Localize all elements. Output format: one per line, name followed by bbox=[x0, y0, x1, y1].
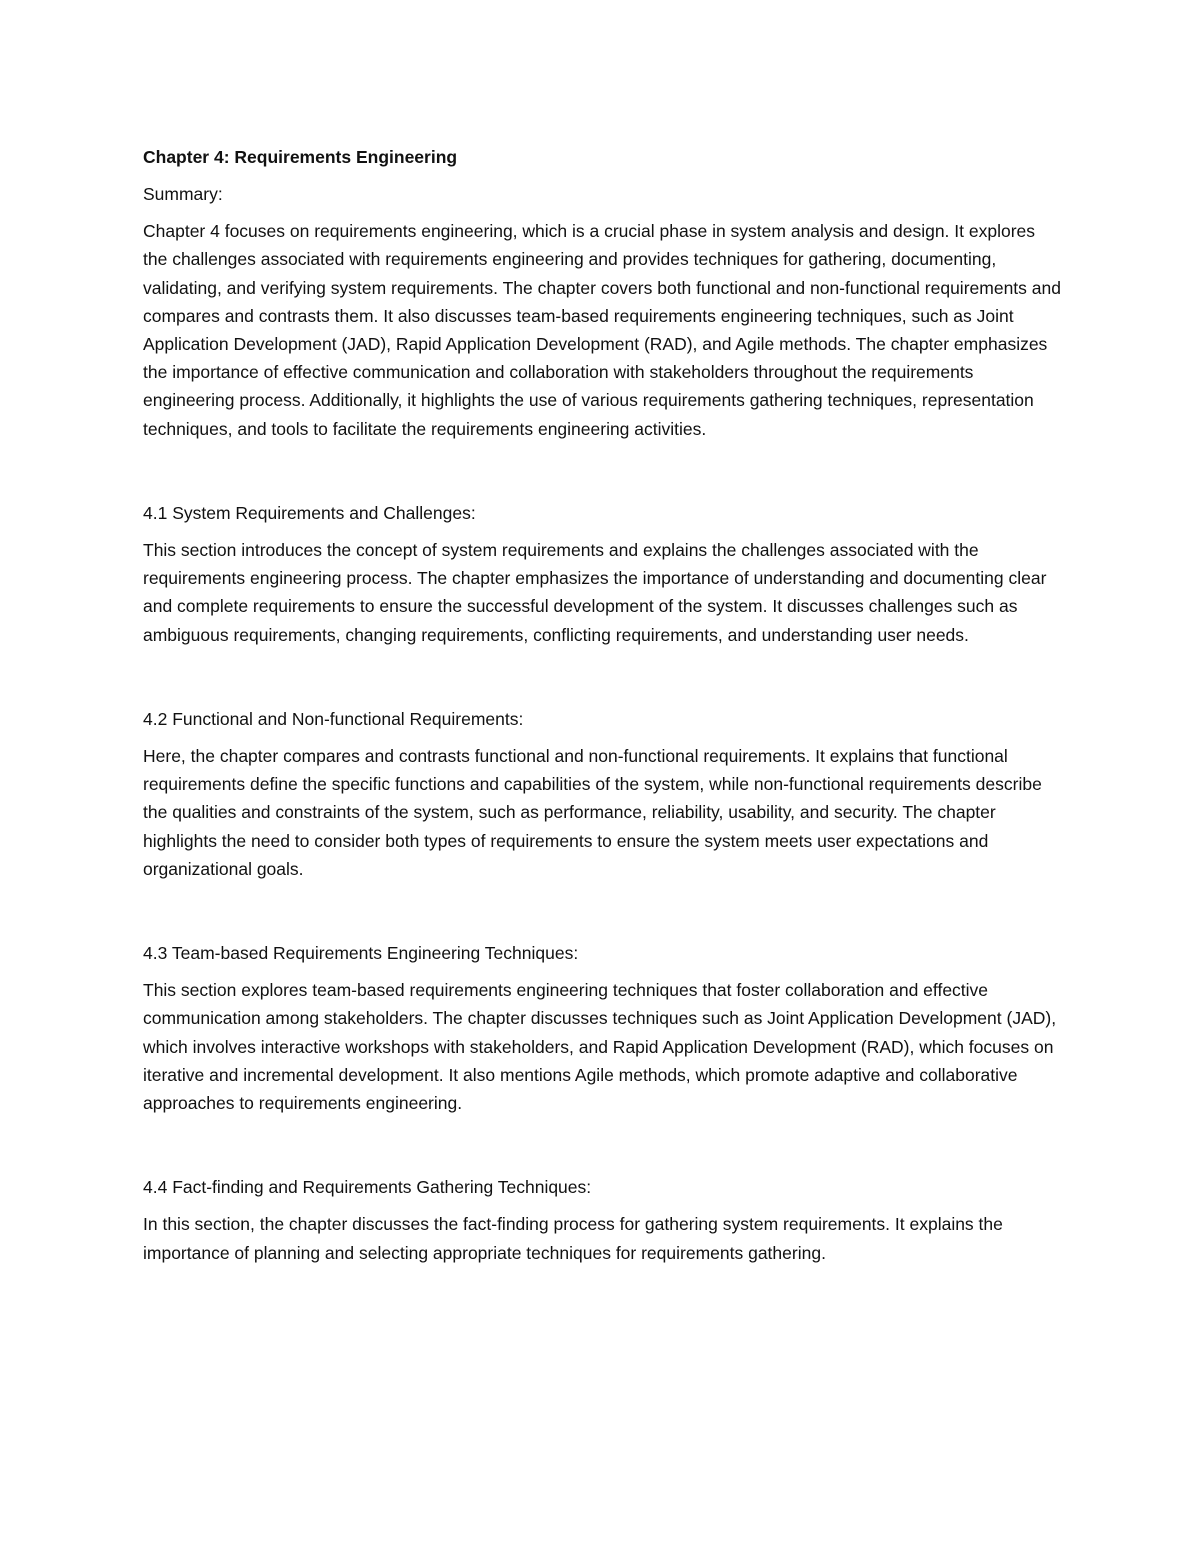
section-paragraph-4-2: Here, the chapter compares and contrasts functional and non-functional requirements. It explains that functional requirements define the specific functions and capabilities of the system, while non-functional requirements describe the qualities and constraints of the system, such as performance, reliability, usability, and security. The chapter highlights the need to consider both types of requirements to ensure the system meets user expectations and organizational goals. bbox=[143, 746, 1042, 879]
section-paragraph-4-3: This section explores team-based requirements engineering techniques that foster collaboration and effective communication among stakeholders. The chapter discusses techniques such as Joint Application Development (JAD), which involves interactive workshops with stakeholders, and Rapid Application Development (RAD), which focuses on iterative and incremental development. It also mentions Agile methods, which promote adaptive and collaborative approaches to requirements engineering. bbox=[143, 980, 1057, 1114]
section-heading-4-2: 4.2 Functional and Non-functional Requirements: bbox=[143, 708, 524, 729]
spacer bbox=[143, 649, 1063, 705]
spacer bbox=[143, 1117, 1063, 1173]
document-body bbox=[143, 143, 1063, 1267]
summary-label: Summary: bbox=[143, 184, 223, 204]
section-paragraph-4-1: This section introduces the concept of system requirements and explains the challenges associated with the requirements engineering process. The chapter emphasizes the importance of understanding and documenting clear and complete requirements to ensure the successful development of the system. It discusses challenges such as ambiguous requirements, changing requirements, conflicting requirements, and understanding user needs. bbox=[143, 540, 1047, 645]
summary-paragraph: Chapter 4 focuses on requirements engineering, which is a crucial phase in system analysis and design. It explores the challenges associated with requirements engineering and provides techniques for gathering, documenting, validating, and verifying system requirements. The chapter covers both functional and non-functional requirements and compares and contrasts them. It also discusses team-based requirements engineering techniques, such as Joint Application Development (JAD), Rapid Application Development (RAD), and Agile methods. The chapter emphasizes the importance of effective communication and collaboration with stakeholders throughout the requirements engineering process. Additionally, it highlights the use of various requirements gathering techniques, representation techniques, and tools to facilitate the requirements engineering activities. bbox=[143, 221, 1061, 439]
section-heading-4-3: 4.3 Team-based Requirements Engineering Techniques: bbox=[143, 943, 579, 964]
section-heading-4-4: 4.4 Fact-finding and Requirements Gathering Techniques: bbox=[143, 1177, 592, 1198]
chapter-title: Chapter 4: Requirements Engineering bbox=[143, 147, 458, 167]
section-paragraph-4-4: In this section, the chapter discusses the fact-finding process for gathering system requirements. It explains the importance of planning and selecting appropriate techniques for requirements gathering. bbox=[143, 1214, 1003, 1263]
spacer bbox=[143, 443, 1063, 499]
section-heading-4-1: 4.1 System Requirements and Challenges: bbox=[143, 502, 476, 523]
spacer bbox=[143, 883, 1063, 939]
